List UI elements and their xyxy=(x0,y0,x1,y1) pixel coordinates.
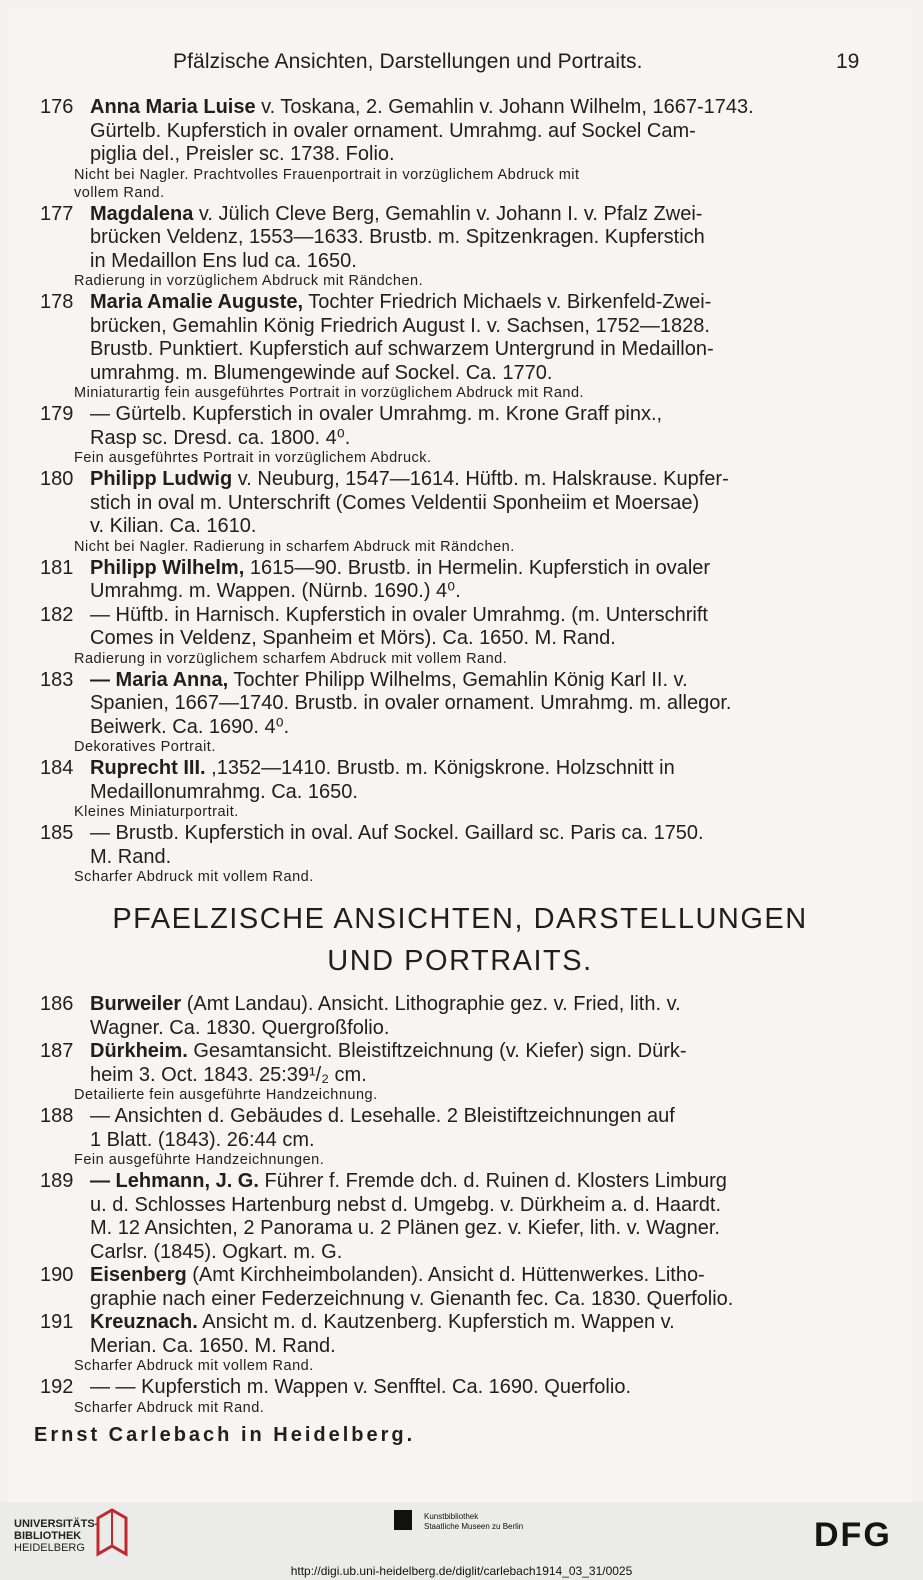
entry-text: umrahmg. m. Blumengewinde auf Sockel. Ca. 1770. xyxy=(90,361,553,384)
entry-line xyxy=(30,580,900,604)
entry-line xyxy=(30,557,900,581)
entry-text: Spanien, 1667—1740. Brustb. in ovaler ornament. Umrahmg. m. allegor. xyxy=(90,692,732,714)
catalog-entry xyxy=(30,403,900,466)
entry-line xyxy=(30,781,900,805)
entry-line xyxy=(30,468,900,492)
entry-number: 176 xyxy=(40,96,74,118)
entry-note: Miniaturartig fein ausgeführtes Portrait in vorzüglichem Abdruck mit Rand. xyxy=(74,385,585,401)
entry-line xyxy=(30,1064,900,1088)
entry-text: Führer f. Fremde dch. d. Ruinen d. Klosters Limburg xyxy=(258,1170,727,1192)
catalog-entries xyxy=(30,96,900,887)
catalog-entry xyxy=(30,203,900,290)
catalog-entry xyxy=(30,1170,900,1264)
entry-note: Scharfer Abdruck mit vollem Rand. xyxy=(74,1358,314,1374)
catalog-entry xyxy=(30,1264,900,1311)
catalog-entry xyxy=(30,993,900,1040)
entry-number: 192 xyxy=(40,1376,74,1398)
catalog-entry xyxy=(30,757,900,820)
entry-line xyxy=(30,692,900,716)
entry-name: Magdalena xyxy=(90,202,194,225)
entry-number: 182 xyxy=(40,603,74,626)
entry-line xyxy=(30,226,900,250)
section-title-line-2: UND PORTRAITS. xyxy=(327,945,593,977)
entry-name: Burweiler xyxy=(90,993,182,1015)
entry-text: brücken Veldenz, 1553—1633. Brustb. m. Spitzenkragen. Kupferstich xyxy=(90,226,705,248)
entry-number: 185 xyxy=(40,822,74,844)
catalog-entry xyxy=(30,1105,900,1168)
entry-text: — Brustb. Kupferstich in oval. Auf Sockel. Gaillard sc. Paris ca. 1750. xyxy=(90,822,704,844)
section-title xyxy=(8,898,912,982)
entry-line xyxy=(30,1264,900,1288)
entry-line xyxy=(30,627,900,651)
catalog-entry xyxy=(30,1040,900,1103)
entry-text: Brustb. Punktiert. Kupferstich auf schwarzem Untergrund in Medaillon- xyxy=(90,338,714,360)
entry-line xyxy=(30,427,900,451)
entry-number: 177 xyxy=(40,202,74,225)
university-library-logo-text: UNIVERSITÄTS- BIBLIOTHEK HEIDELBERG xyxy=(14,1518,99,1554)
entry-note: Radierung in vorzüglichem scharfem Abdruck mit vollem Rand. xyxy=(74,650,508,667)
entry-text: Ansicht m. d. Kautzenberg. Kupferstich m. Wappen v. xyxy=(197,1311,675,1333)
entry-line xyxy=(30,515,900,539)
running-header xyxy=(8,46,912,76)
entry-line xyxy=(30,846,900,870)
entry-text: Merian. Ca. 1650. M. Rand. xyxy=(90,1334,336,1357)
catalog-entry xyxy=(30,468,900,555)
entry-text: — — Kupferstich m. Wappen v. Senfftel. Ca. 1690. Querfolio. xyxy=(90,1376,631,1398)
entry-name: Dürkheim. xyxy=(90,1040,188,1062)
entry-text: — Gürtelb. Kupferstich in ovaler Umrahmg. m. Krone Graff pinx., xyxy=(90,403,663,425)
catalog-entry xyxy=(30,669,900,756)
catalog-entry xyxy=(30,1311,900,1374)
catalog-entry xyxy=(30,1376,900,1416)
entry-text: graphie nach einer Federzeichnung v. Gienanth fec. Ca. 1830. Querfolio. xyxy=(90,1287,734,1310)
entry-text: Carlsr. (1845). Ogkart. m. G. xyxy=(90,1240,343,1263)
entry-text: ,1352—1410. Brustb. m. Königskrone. Holzschnitt in xyxy=(205,757,675,779)
dfg-logo: DFG xyxy=(814,1516,892,1554)
entry-text: — Ansichten d. Gebäudes d. Lesehalle. 2 Bleistiftzeichnungen auf xyxy=(90,1105,675,1127)
entry-text: Gesamtansicht. Bleistiftzeichnung (v. Kiefer) sign. Dürk- xyxy=(187,1040,687,1062)
entry-note: Dekoratives Portrait. xyxy=(74,739,216,755)
entry-line xyxy=(30,716,900,740)
entry-line xyxy=(30,1376,900,1400)
entry-text: Wagner. Ca. 1830. Quergroßfolio. xyxy=(90,1016,390,1039)
entry-line xyxy=(30,993,900,1017)
catalog-entry xyxy=(30,822,900,885)
entry-note: Detailierte fein ausgeführte Handzeichnung. xyxy=(74,1087,378,1103)
entry-name: Philipp Ludwig xyxy=(90,468,233,490)
entry-text: Tochter Philipp Wilhelms, Gemahlin König Karl II. v. xyxy=(228,668,688,691)
entry-name: Eisenberg xyxy=(90,1264,187,1286)
entry-line xyxy=(30,250,900,274)
entry-text: Rasp sc. Dresd. ca. 1800. 4⁰. xyxy=(90,426,351,449)
catalog-entry xyxy=(30,96,900,201)
catalog-entry xyxy=(30,291,900,401)
entry-line xyxy=(30,403,900,427)
entry-number: 180 xyxy=(40,468,74,490)
entry-note: Fein ausgeführte Handzeichnungen. xyxy=(74,1152,325,1168)
entry-text: brücken, Gemahlin König Friedrich August I. v. Sachsen, 1752—1828. xyxy=(90,314,710,337)
entry-line xyxy=(30,1288,900,1312)
entry-number: 184 xyxy=(40,757,74,779)
entry-line xyxy=(30,1017,900,1041)
entry-line xyxy=(30,1105,900,1129)
entry-number: 183 xyxy=(40,668,74,691)
entry-number: 190 xyxy=(40,1264,74,1286)
entry-text: heim 3. Oct. 1843. 25:39¹/₂ cm. xyxy=(90,1063,367,1086)
entry-line xyxy=(30,604,900,628)
entry-line xyxy=(30,1040,900,1064)
entry-text: Tochter Friedrich Michaels v. Birkenfeld-Zwei- xyxy=(303,291,712,313)
digitization-footer: UNIVERSITÄTS- BIBLIOTHEK HEIDELBERG Kunstbibliothek Staatliche Museen zu Berlin DFG http://digi.ub.uni-heidelberg.de/diglit/carlebach1914_03_31/0025 xyxy=(0,1502,923,1580)
header-title: Pfälzische Ansichten, Darstellungen und Portraits. xyxy=(173,50,643,73)
entry-text: v. Kilian. Ca. 1610. xyxy=(90,515,257,537)
entry-text: v. Toskana, 2. Gemahlin v. Johann Wilhelm, 1667-1743. xyxy=(255,96,754,118)
entry-number: 187 xyxy=(40,1040,74,1062)
entry-line xyxy=(30,1335,900,1359)
entry-name: Philipp Wilhelm, xyxy=(90,556,245,579)
entry-text: — Hüftb. in Harnisch. Kupferstich in ovaler Umrahmg. (m. Unterschrift xyxy=(90,603,708,626)
entry-text: (Amt Landau). Ansicht. Lithographie gez. v. Fried, lith. v. xyxy=(181,993,681,1015)
entry-text: M. 12 Ansichten, 2 Panorama u. 2 Plänen gez. v. Kiefer, lith. v. Wagner. xyxy=(90,1217,720,1239)
entry-line xyxy=(30,492,900,516)
entry-name: — Lehmann, J. G. xyxy=(90,1170,259,1192)
entry-text: Beiwerk. Ca. 1690. 4⁰. xyxy=(90,715,290,738)
entry-note: Radierung in vorzüglichem Abdruck mit Rändchen. xyxy=(74,273,424,289)
entry-number: 186 xyxy=(40,993,74,1015)
entry-note: Nicht bei Nagler. Radierung in scharfem Abdruck mit Rändchen. xyxy=(74,538,515,555)
kunstbibliothek-icon xyxy=(394,1510,412,1530)
entry-line xyxy=(30,822,900,846)
entry-name: Ruprecht III. xyxy=(90,757,206,779)
entry-text: piglia del., Preisler sc. 1738. Folio. xyxy=(90,143,395,165)
entry-line xyxy=(30,362,900,386)
entry-line xyxy=(30,96,900,120)
entry-name: — Maria Anna, xyxy=(90,668,229,691)
entry-note: Fein ausgeführtes Portrait in vorzüglichem Abdruck. xyxy=(74,450,432,466)
entry-text: v. Neuburg, 1547—1614. Hüftb. m. Halskrause. Kupfer- xyxy=(232,468,729,490)
entry-line xyxy=(30,291,900,315)
page-number: 19 xyxy=(836,50,860,73)
entry-line xyxy=(30,203,900,227)
section-title-line-1: PFAELZISCHE ANSICHTEN, DARSTELLUNGEN xyxy=(112,903,808,935)
catalog-page xyxy=(8,8,912,1510)
source-url[interactable]: http://digi.ub.uni-heidelberg.de/diglit/carlebach1914_03_31/0025 xyxy=(290,1564,633,1578)
entry-text: Medaillonumrahmg. Ca. 1650. xyxy=(90,780,358,803)
entry-line xyxy=(30,1217,900,1241)
entry-text: 1 Blatt. (1843). 26:44 cm. xyxy=(90,1128,315,1151)
entry-line xyxy=(30,1311,900,1335)
entry-line xyxy=(30,338,900,362)
entry-note: Nicht bei Nagler. Prachtvolles Frauenportrait in vorzüglichem Abdruck mit xyxy=(74,166,580,183)
entry-name: Kreuznach. xyxy=(90,1311,198,1333)
entry-line xyxy=(30,1170,900,1194)
entry-text: u. d. Schlosses Hartenburg nebst d. Umgebg. v. Dürkheim a. d. Haardt. xyxy=(90,1193,722,1216)
entry-text: Comes in Veldenz, Spanheim et Mörs). Ca. 1650. M. Rand. xyxy=(90,627,616,649)
entry-text: M. Rand. xyxy=(90,845,172,868)
entry-note: Kleines Miniaturportrait. xyxy=(74,804,239,820)
entry-text: stich in oval m. Unterschrift (Comes Veldentii Sponheiim et Moersae) xyxy=(90,491,700,514)
entry-line xyxy=(30,1194,900,1218)
entry-name: Maria Amalie Auguste, xyxy=(90,291,304,313)
entry-line xyxy=(30,1241,900,1265)
entry-number: 178 xyxy=(40,291,74,313)
university-library-icon xyxy=(94,1508,130,1558)
entry-line xyxy=(30,120,900,144)
entry-text: v. Jülich Cleve Berg, Gemahlin v. Johann I. v. Pfalz Zwei- xyxy=(193,202,703,225)
catalog-entries-views xyxy=(30,993,900,1418)
entry-number: 189 xyxy=(40,1170,74,1192)
entry-line xyxy=(30,669,900,693)
catalog-entry xyxy=(30,557,900,604)
entry-text: Umrahmg. m. Wappen. (Nürnb. 1690.) 4⁰. xyxy=(90,580,461,602)
entry-note: Scharfer Abdruck mit vollem Rand. xyxy=(74,869,314,885)
publisher-line: Ernst Carlebach in Heidelberg. xyxy=(34,1424,416,1446)
entry-text: (Amt Kirchheimbolanden). Ansicht d. Hüttenwerkes. Litho- xyxy=(186,1264,705,1286)
entry-number: 191 xyxy=(40,1311,74,1333)
entry-number: 188 xyxy=(40,1105,74,1127)
entry-note: vollem Rand. xyxy=(74,184,165,201)
entry-line xyxy=(30,1129,900,1153)
entry-line xyxy=(30,315,900,339)
entry-line xyxy=(30,757,900,781)
entry-name: Anna Maria Luise xyxy=(90,96,256,118)
catalog-entry xyxy=(30,604,900,667)
entry-number: 181 xyxy=(40,556,74,579)
entry-note: Scharfer Abdruck mit Rand. xyxy=(74,1399,265,1416)
entry-text: in Medaillon Ens lud ca. 1650. xyxy=(90,249,357,272)
entry-text: Gürtelb. Kupferstich in ovaler ornament. Umrahmg. auf Sockel Cam- xyxy=(90,119,696,142)
entry-line xyxy=(30,143,900,167)
entry-text: 1615—90. Brustb. in Hermelin. Kupferstich in ovaler xyxy=(244,556,711,579)
entry-number: 179 xyxy=(40,403,74,425)
